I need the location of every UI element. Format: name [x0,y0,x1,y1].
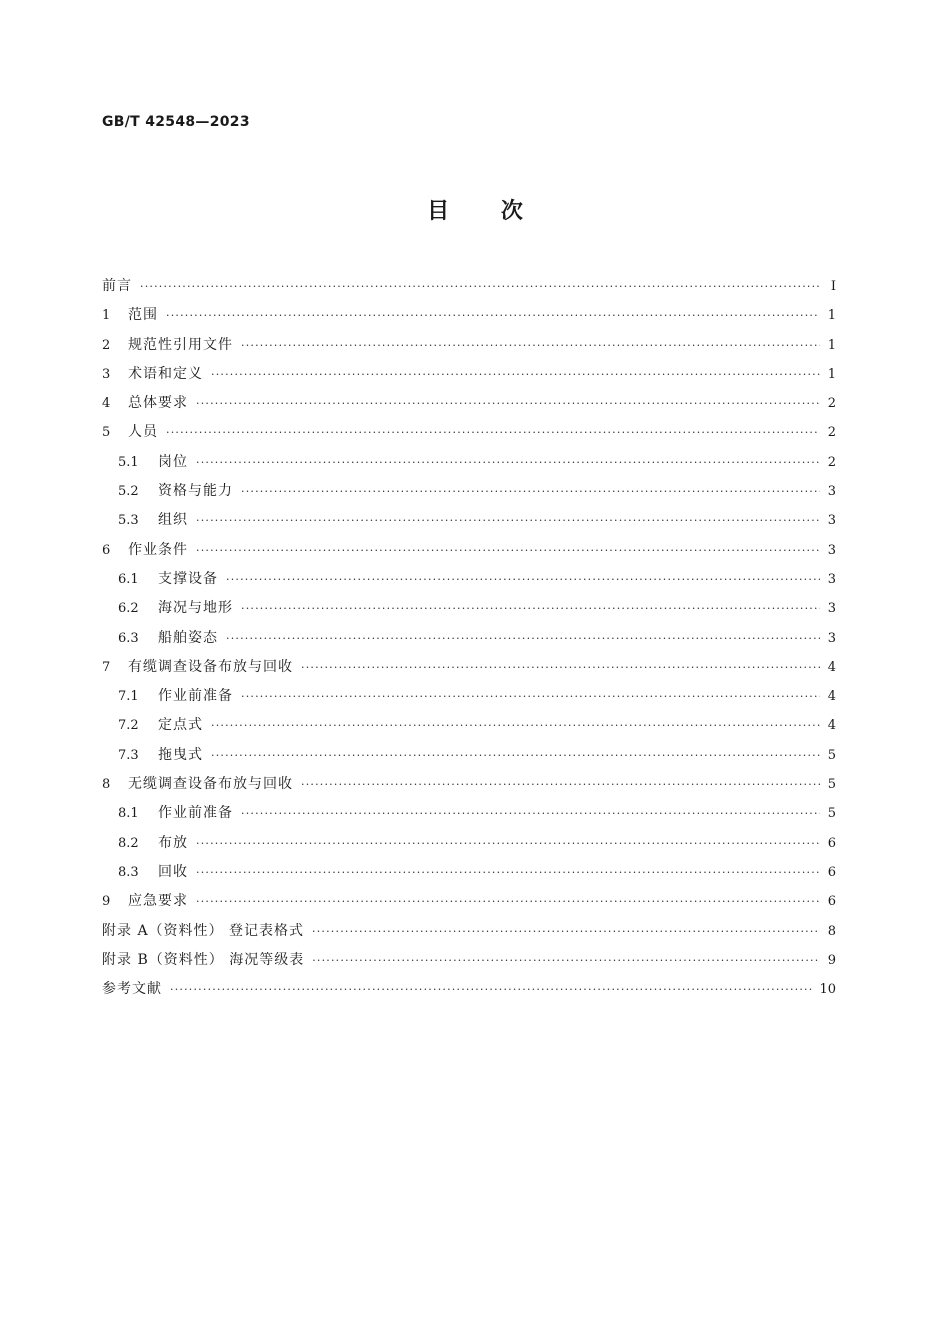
toc-entry[interactable] [102,858,836,887]
toc-entry[interactable] [102,360,836,389]
toc-entry[interactable] [102,799,836,828]
toc-dot-leader [170,975,813,1004]
toc-entry-number: 8 [102,777,111,793]
toc-entry-page: 2 [827,425,836,441]
toc-entry-page: 3 [827,513,836,529]
toc-entry-label: 布放 [158,834,188,851]
toc-entry-number: 2 [102,337,111,353]
toc-dot-leader [301,653,820,682]
toc-entry-label: 范围 [128,307,158,324]
toc-entry-page: 6 [827,894,836,910]
toc-entry-number: 8.2 [118,835,139,851]
toc-entry[interactable] [102,477,836,506]
toc-entry-page: 5 [827,747,836,763]
toc-entry-number: 7.1 [118,689,139,705]
toc-entry[interactable] [102,389,836,418]
toc-entry[interactable] [102,301,836,330]
toc-dot-leader [226,565,820,594]
toc-dot-leader [226,624,820,653]
toc-entry[interactable] [102,711,836,740]
toc-entry-label: 海况与地形 [158,600,233,617]
toc-entry-label: 拖曳式 [158,746,203,763]
toc-entry[interactable] [102,448,836,477]
toc-title: 目 次 [427,199,523,224]
toc-entry[interactable] [102,331,836,360]
toc-entry-page: 8 [827,923,836,939]
toc-dot-leader [196,536,820,565]
toc-entry-label: 总体要求 [128,395,188,412]
table-of-contents [102,272,836,1004]
toc-dot-leader [196,448,820,477]
toc-entry-page: 4 [827,689,836,705]
toc-entry-number: 8.3 [118,864,139,880]
toc-dot-leader [312,917,820,946]
toc-entry[interactable] [102,653,836,682]
toc-entry-number: 6.2 [118,601,139,617]
toc-entry[interactable] [102,917,836,946]
toc-entry-page: 3 [827,571,836,587]
toc-entry-page: 10 [819,982,836,998]
toc-entry-page: 1 [827,366,836,382]
toc-entry-label: 岗位 [158,453,188,470]
toc-dot-leader [140,272,820,301]
toc-dot-leader [166,301,820,330]
toc-entry-page: 5 [827,777,836,793]
toc-dot-leader [166,418,820,447]
toc-entry-page: 9 [827,952,836,968]
toc-entry-number: 3 [102,366,111,382]
toc-entry-page: 1 [827,308,836,324]
toc-entry-label: 支撑设备 [158,570,218,587]
toc-entry-label: 附录 A（资料性） 登记表格式 [102,922,305,939]
toc-entry-page: 3 [827,601,836,617]
toc-entry-page: 4 [827,718,836,734]
toc-entry-label: 作业条件 [128,541,188,558]
toc-dot-leader [196,829,820,858]
toc-entry-page: 3 [827,542,836,558]
toc-entry[interactable] [102,624,836,653]
toc-entry-number: 1 [102,308,111,324]
toc-entry-number: 5.3 [118,513,139,529]
toc-entry-page: 1 [827,337,836,353]
toc-entry-page: 6 [827,835,836,851]
toc-entry-page: 6 [827,864,836,880]
toc-entry[interactable] [102,272,836,301]
toc-entry[interactable] [102,887,836,916]
toc-entry-number: 7.2 [118,718,139,734]
toc-entry-label: 定点式 [158,717,203,734]
toc-dot-leader [211,360,820,389]
toc-dot-leader [196,506,820,535]
toc-entry[interactable] [102,418,836,447]
toc-dot-leader [241,682,820,711]
toc-entry-label: 前言 [102,278,132,294]
toc-entry[interactable] [102,536,836,565]
toc-entry-number: 6.3 [118,630,139,646]
toc-entry-label: 组织 [158,512,188,529]
toc-dot-leader [196,389,820,418]
toc-entry-label: 无缆调查设备布放与回收 [128,776,293,793]
toc-entry[interactable] [102,829,836,858]
toc-entry-label: 资格与能力 [158,483,233,500]
toc-entry-number: 6 [102,542,111,558]
toc-entry[interactable] [102,770,836,799]
toc-entry-number: 7.3 [118,747,139,763]
toc-dot-leader [241,799,820,828]
document-code: GB/T 42548—2023 [102,114,250,130]
toc-entry-number: 4 [102,396,111,412]
toc-dot-leader [241,477,820,506]
toc-entry-number: 5.2 [118,484,139,500]
toc-dot-leader [241,331,820,360]
toc-entry-number: 9 [102,894,111,910]
toc-dot-leader [211,711,820,740]
toc-entry-label: 有缆调查设备布放与回收 [128,658,293,675]
toc-entry-label: 人员 [128,424,158,441]
toc-dot-leader [196,887,820,916]
toc-entry[interactable] [102,565,836,594]
toc-entry-number: 6.1 [118,571,139,587]
toc-entry[interactable] [102,506,836,535]
toc-entry-number: 8.1 [118,806,139,822]
toc-dot-leader [241,594,820,623]
toc-entry-number: 7 [102,659,111,675]
toc-dot-leader [312,946,820,975]
toc-entry-label: 术语和定义 [128,365,203,382]
toc-entry-label: 规范性引用文件 [128,336,233,353]
toc-entry-page: 2 [827,396,836,412]
toc-dot-leader [301,770,820,799]
toc-entry-label: 作业前准备 [158,805,233,822]
toc-entry[interactable] [102,741,836,770]
toc-entry-page: 2 [827,454,836,470]
toc-entry[interactable] [102,946,836,975]
toc-entry-page: 5 [827,806,836,822]
toc-entry-label: 应急要求 [128,893,188,910]
toc-dot-leader [211,741,820,770]
toc-entry-label: 回收 [158,863,188,880]
toc-entry-page: Ⅰ [830,279,836,294]
toc-entry-number: 5.1 [118,454,139,470]
toc-entry-label: 参考文献 [102,981,162,998]
toc-entry[interactable] [102,682,836,711]
toc-entry-label: 作业前准备 [158,688,233,705]
toc-entry-page: 3 [827,630,836,646]
toc-entry-page: 3 [827,484,836,500]
toc-entry-page: 4 [827,659,836,675]
toc-dot-leader [196,858,820,887]
toc-entry[interactable] [102,975,836,1004]
toc-entry-number: 5 [102,425,111,441]
toc-entry-label: 附录 B（资料性） 海况等级表 [102,951,305,968]
toc-entry[interactable] [102,594,836,623]
toc-entry-label: 船舶姿态 [158,629,218,646]
